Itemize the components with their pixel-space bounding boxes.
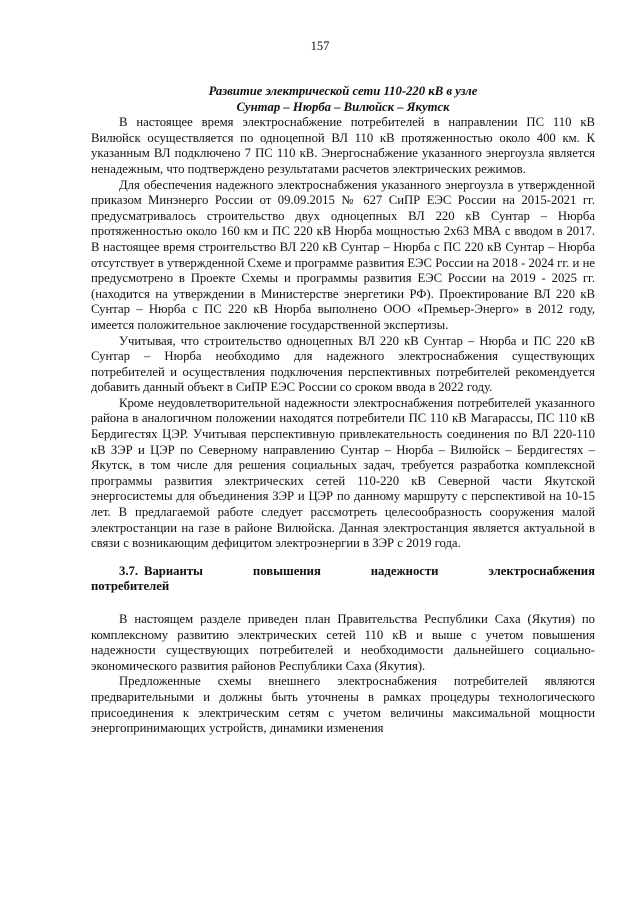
section-heading: [91, 564, 595, 595]
section-title-word: повышения: [252, 563, 321, 578]
section-paragraph-2: Предложенные схемы внешнего электроснабжения потребителей являются предварительными и должны быть уточнены в рамках процедуры технологического присоединения к электрическим сетям с учетом величины максимальной мощности энергопринимающих устройств, динамики изменения: [91, 674, 595, 736]
section-title-word: электроснабжения: [488, 563, 595, 578]
subsection-title-line-1: Развитие электрической сети 110-220 кВ в узле: [208, 84, 478, 98]
page-content: [91, 84, 595, 737]
section-number: 3.7.: [119, 563, 139, 578]
paragraph-3: Учитывая, что строительство одноцепных ВЛ 220 кВ Сунтар – Нюрба и ПС 220 кВ Сунтар – Нюрба необходимо для надежного электроснабжения существующих потребителей и осуществления подключения перспективных потребителей рекомендуется добавить данный объект в СиПР ЕЭС России со сроком ввода в 2022 году.: [91, 333, 595, 395]
section-paragraph-1: В настоящем разделе приведен план Правительства Республики Саха (Якутия) по комплексному развитию электрических сетей 110 кВ и выше с учетом повышения надежности существующих потребителей и необходимости дальнейшего социально-экономического развития районов Республики Саха (Якутия).: [91, 612, 595, 673]
paragraph-1: В настоящее время электроснабжение потребителей в направлении ПС 110 кВ Вилюйск осуществляется по одноцепной ВЛ 110 кВ протяженностью около 400 км. К указанным ВЛ подключено 7 ПС 110 кВ. Энергоснабжение указанного энергоузла является ненадежным, что подтверждено результатами расчетов электрических режимов.: [91, 115, 595, 176]
section-title-word: надежности: [370, 563, 439, 578]
subsection-title: [91, 84, 595, 115]
section-title-line-2: потребителей: [91, 579, 170, 594]
page-number: 157: [310, 39, 330, 53]
section-title-word: Варианты: [144, 563, 203, 578]
section-title-line-1: [144, 564, 595, 580]
paragraph-2: Для обеспечения надежного электроснабжения указанного энергоузла в утвержденной приказом Минэнерго России от 09.09.2015 № 627 СиПР ЕЭС России на 2015-2021 гг. предусматривалось строительство двух одноцепных ВЛ 220 кВ Сунтар – Нюрба протяженностью около 160 км и ПС 220 кВ Нюрба мощностью 2х63 МВА с вводом в 2017. В настоящее время строительство ВЛ 220 кВ Сунтар – Нюрба с ПС 220 кВ Сунтар – Нюрба отсутствует в утвержденной Схеме и программе развития ЕЭС России на 2018 - 2024 гг. и не предусмотрено в Проекте Схемы и программы развития ЕЭС России на 2019 - 2025 гг. (находится на утверждении в Министерстве энергетики РФ). Проектирование ВЛ 220 кВ Сунтар – Нюрба с ПС 220 кВ Нюрба выполнено ООО «Премьер-Энерго» в 2012 году, имеется положительное заключение государственной экспертизы.: [91, 177, 595, 332]
subsection-title-line-2: Сунтар – Нюрба – Вилюйск – Якутск: [236, 99, 450, 114]
paragraph-4: Кроме неудовлетворительной надежности электроснабжения потребителей указанного района в аналогичном положении находятся потребители ПС 110 кВ Магарассы, ПС 110 кВ Бердигестях ЦЭР. Учитывая перспективную привлекательность соединения по ВЛ 220-110 кВ ЗЭР и ЦЭР по Северному направлению Сунтар – Нюрба – Вилюйск – Бердигестях – Якутск, в том числе для решения социальных задач, требуется разработка комплексной программы развития электрических сетей 110-220 кВ Северной части Якутской энергосистемы для объединения ЗЭР и ЦЭР по данному маршруту с перспективой на 10-15 лет. В предлагаемой работе следует рассмотреть целесообразность сооружения малой электростанции на газе в районе Вилюйска. Данная электростанция является актуальной в связи с возникающим дефицитом электроэнергии в ЗЭР с 2019 года.: [91, 395, 595, 551]
